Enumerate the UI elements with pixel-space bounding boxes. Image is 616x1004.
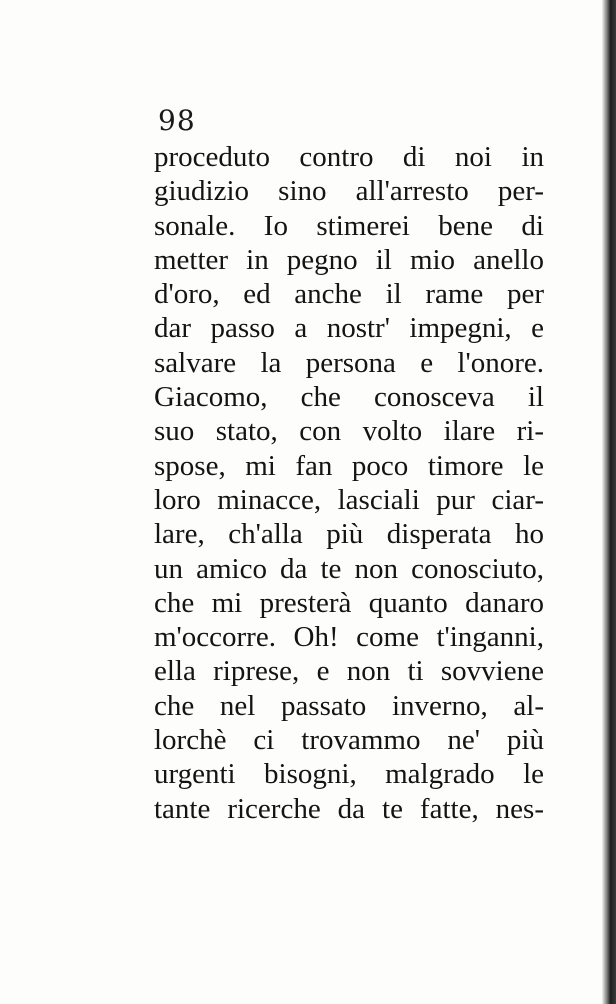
text-line: dar passo a nostr' impegni, e <box>154 312 544 345</box>
text-line: giudizio sino all'arresto per- <box>154 175 544 208</box>
text-line: salvare la persona e l'onore. <box>154 346 544 379</box>
body-text <box>154 140 544 826</box>
page-number: 98 <box>158 104 196 137</box>
text-line: urgenti bisogni, malgrado le <box>154 758 544 791</box>
text-line: ella riprese, e non ti sovviene <box>154 655 544 688</box>
page-binding-edge <box>602 0 616 1004</box>
text-line: Giacomo, che conosceva il <box>154 381 544 414</box>
text-line: m'occorre. Oh! come t'inganni, <box>154 621 544 654</box>
text-line: suo stato, con volto ilare ri- <box>154 415 544 448</box>
text-line: metter in pegno il mio anello <box>154 243 544 276</box>
text-line: tante ricerche da te fatte, nes- <box>154 792 544 825</box>
text-line: lare, ch'alla più disperata ho <box>154 518 544 551</box>
text-line: che nel passato inverno, al- <box>154 689 544 722</box>
text-line: che mi presterà quanto danaro <box>154 586 544 619</box>
text-line: spose, mi fan poco timore le <box>154 449 544 482</box>
text-line: lorchè ci trovammo ne' più <box>154 724 544 757</box>
text-line: sonale. Io stimerei bene di <box>154 209 544 242</box>
text-line: d'oro, ed anche il rame per <box>154 278 544 311</box>
text-line: un amico da te non conosciuto, <box>154 552 544 585</box>
text-line: proceduto contro di noi in <box>154 141 544 173</box>
text-line: loro minacce, lasciali pur ciar- <box>154 483 544 516</box>
